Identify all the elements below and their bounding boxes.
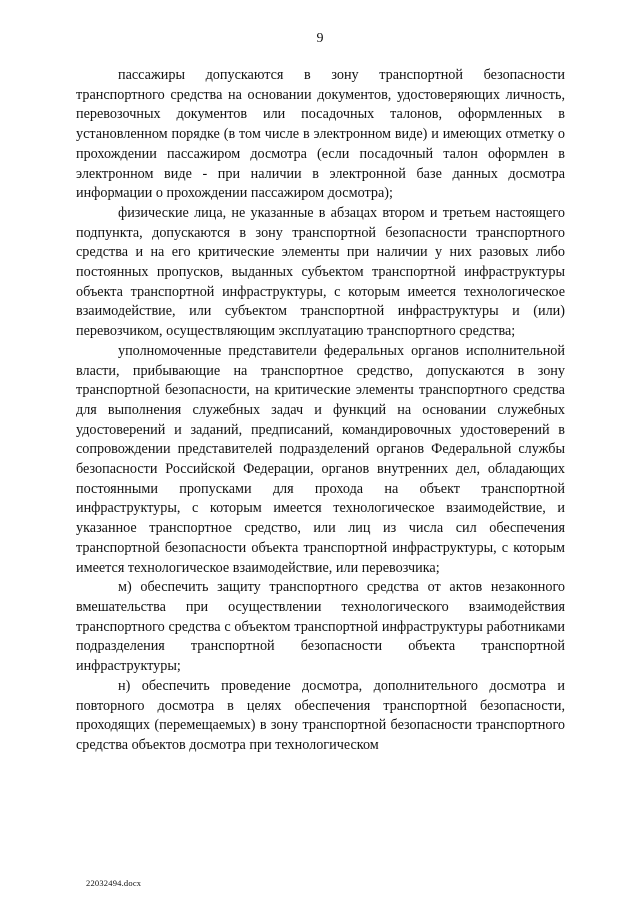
footer-filename: 22032494.docx	[86, 878, 142, 888]
paragraph-passengers-admission: пассажиры допускаются в зону транспортной безопасности транспортного средства на основании документов, удостоверяющих личность, перевозочных документов или посадочных талонов, оформленных в установленном порядке (в том числе в электронном виде) и имеющих отметку о прохождении пассажиром досмотра (если посадочный талон оформлен в электронном виде - при наличии в электронной базе данных досмотра информации о прохождении пассажиром досмотра);	[76, 67, 565, 202]
document-body	[76, 66, 565, 756]
paragraph-item-n: н) обеспечить проведение досмотра, дополнительного досмотра и повторного досмотра в целях обеспечения транспортной безопасности, проходящих (перемещаемых) в зону транспортной безопасности транспортного средства объектов досмотра при технологическом	[76, 677, 565, 753]
paragraph-item-m: м) обеспечить защиту транспортного средства от актов незаконного вмешательства при осуществлении технологического взаимодействия транспортного средства с объектом транспортной инфраструктуры работниками подразделения транспортной безопасности объекта транспортной инфраструктуры;	[76, 579, 565, 675]
paragraph-individuals-admission: физические лица, не указанные в абзацах втором и третьем настоящего подпункта, допускаются в зону транспортной безопасности транспортного средства и на его критические элементы при наличии у них разовых либо постоянных пропусков, выданных субъектом транспортной инфраструктуры объекта транспортной инфраструктуры, с которым имеется технологическое взаимодействие, или субъектом транспортной инфраструктуры и (или) перевозчиком, осуществляющим эксплуатацию транспортного средства;	[76, 204, 565, 340]
page-number: 9	[316, 31, 324, 46]
paragraph-authorized-representatives: уполномоченные представители федеральных органов исполнительной власти, прибывающие на транспортное средство, допускаются в зону транспортной безопасности, на критические элементы транспортного средства для выполнения служебных задач и функций на основании служебных удостоверений и заданий, предписаний, командировочных удостоверений в сопровождении представителей подразделений органов Федеральной службы безопасности Российской Федерации, органов внутренних дел, обладающих постоянными пропусками для прохода на объект транспортной инфраструктуры, с которым имеется технологическое взаимодействие, и указанное транспортное средство, или лиц из числа сил обеспечения транспортной безопасности объекта транспортной инфраструктуры, с которым имеется технологическое взаимодействие, или перевозчика;	[76, 342, 565, 576]
